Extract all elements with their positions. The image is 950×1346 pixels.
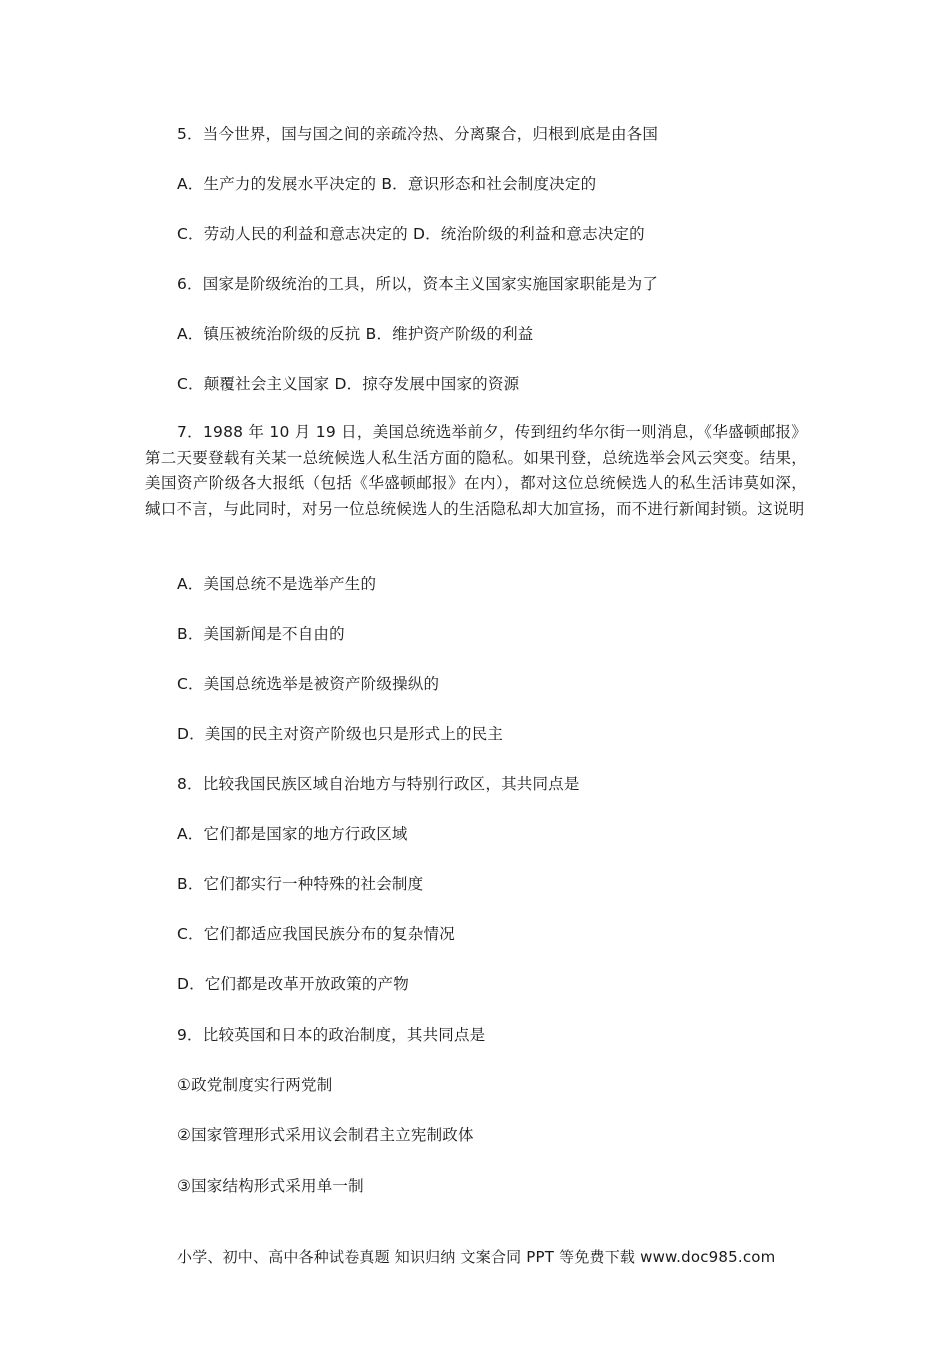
q9-item-2: ②国家管理形式采用议会制君主立宪制政体 bbox=[177, 1126, 474, 1144]
q8-option-c: C．它们都适应我国民族分布的复杂情况 bbox=[177, 925, 455, 943]
page-footer: 小学、初中、高中各种试卷真题 知识归纳 文案合同 PPT 等免费下载 www.doc985.com bbox=[177, 1248, 776, 1266]
q7-option-d: D．美国的民主对资产阶级也只是形式上的民主 bbox=[177, 725, 504, 743]
q8-option-b: B．它们都实行一种特殊的社会制度 bbox=[177, 875, 424, 893]
q9-item-3: ③国家结构形式采用单一制 bbox=[177, 1177, 364, 1195]
q5-options-ab: A．生产力的发展水平决定的 B．意识形态和社会制度决定的 bbox=[177, 175, 597, 193]
q5-stem: 5．当今世界，国与国之间的亲疏冷热、分离聚合，归根到底是由各国 bbox=[177, 125, 659, 143]
q5-options-cd: C．劳动人民的利益和意志决定的 D．统治阶级的利益和意志决定的 bbox=[177, 225, 645, 243]
q8-option-a: A．它们都是国家的地方行政区域 bbox=[177, 825, 408, 843]
q9-stem: 9．比较英国和日本的政治制度，其共同点是 bbox=[177, 1026, 486, 1044]
q7-option-a: A．美国总统不是选举产生的 bbox=[177, 575, 377, 593]
q7-option-c: C．美国总统选举是被资产阶级操纵的 bbox=[177, 675, 440, 693]
q9-item-1: ①政党制度实行两党制 bbox=[177, 1076, 333, 1094]
q6-options-cd: C．颠覆社会主义国家 D．掠夺发展中国家的资源 bbox=[177, 375, 520, 393]
q8-stem: 8．比较我国民族区域自治地方与特别行政区，其共同点是 bbox=[177, 775, 580, 793]
q7-option-b: B．美国新闻是不自由的 bbox=[177, 625, 345, 643]
q7-stem: 7．1988 年 10 月 19 日，美国总统选举前夕，传到纽约华尔街一则消息，《华盛顿邮报》第二天要登载有关某一总统候选人私生活方面的隐私。如果刊登，总统选举会风云突变。结果，美国资产阶级各大报纸（包括《华盛顿邮报》在内），都对这位总统候选人的私生活讳莫如深，缄口不言，与此同时，对另一位总统候选人的生活隐私却大加宣扬，而不进行新闻封锁。这说明 bbox=[145, 423, 807, 518]
q8-option-d: D．它们都是改革开放政策的产物 bbox=[177, 975, 409, 993]
q6-options-ab: A．镇压被统治阶级的反抗 B．维护资产阶级的利益 bbox=[177, 325, 534, 343]
q6-stem: 6．国家是阶级统治的工具，所以，资本主义国家实施国家职能是为了 bbox=[177, 275, 659, 293]
